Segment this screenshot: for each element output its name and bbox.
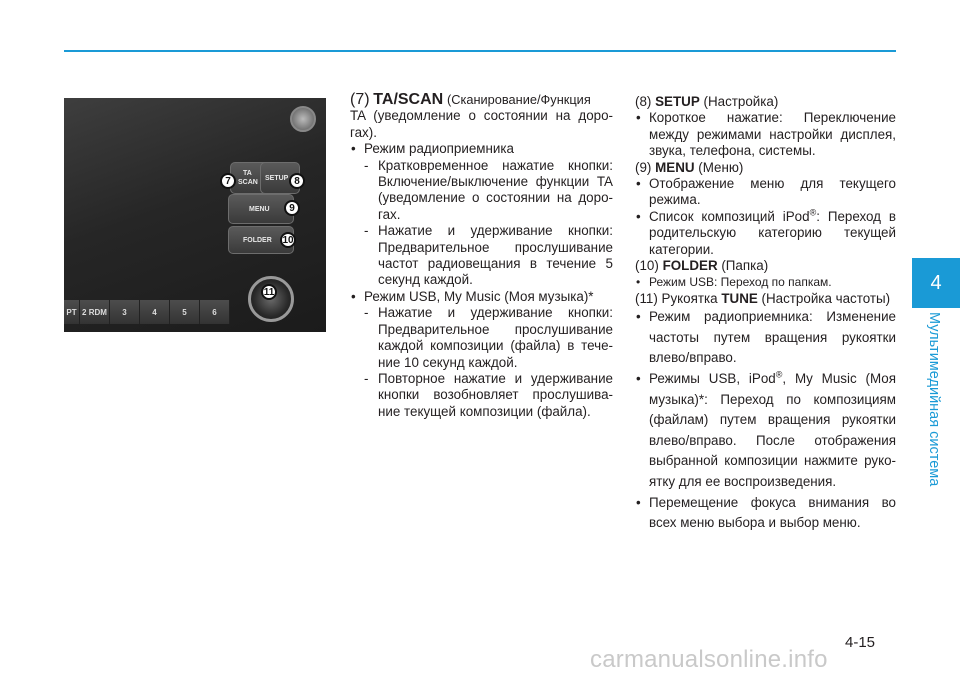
folder-label: FOLDER [243, 237, 272, 244]
menu-item-2 [635, 209, 896, 258]
heading-key: TA/SCAN [373, 91, 444, 108]
radio-panel-photo [64, 98, 326, 332]
registered-mark: ® [775, 369, 783, 380]
folder-num: (10) [635, 258, 659, 274]
usb-hold-item: - Нажатие и удерживание кнопки: Предварительное прослушивание каждой композиции (файла) в тече-ние 10 секунд каждой. [350, 305, 613, 371]
setup-desc: (Настройка) [703, 94, 779, 109]
callout-7: 7 [220, 173, 236, 189]
tune-desc: (Настройка частоты) [761, 290, 891, 306]
preset-button: 4 [140, 300, 170, 324]
heading-continued: TA (уведомление о состоянии на доро-гах). [350, 108, 613, 140]
preset-button: PT [64, 300, 80, 324]
preset-button: 3 [110, 300, 140, 324]
preset-button: 6 [200, 300, 230, 324]
menu-label: MENU [249, 206, 270, 213]
top-knob-icon [290, 106, 316, 132]
heading-setup [635, 94, 896, 110]
watermark: carmanualsonline.info [590, 646, 828, 673]
menu-desc: (Меню) [698, 159, 744, 175]
ta-scan-label-top: TA [243, 170, 252, 177]
setup-label: SETUP [265, 175, 289, 182]
setup-key: SETUP [655, 94, 700, 109]
header-rule [64, 50, 896, 52]
menu-num: (9) [635, 159, 652, 175]
short-press-item: - Кратковременное нажатие кнопки: Включение/выключение функции TA (уведомление о состоянии на доро-гах. [350, 158, 613, 224]
ta-scan-label-bottom: SCAN [238, 179, 258, 186]
callout-9: 9 [284, 200, 300, 216]
menu-key: MENU [655, 159, 695, 175]
usb-mode-item: • Режим USB, My Music (Моя музыка)* [350, 289, 613, 305]
heading-tune [635, 291, 896, 307]
heading-menu [635, 160, 896, 176]
setup-item: • Короткое нажатие: Переключение между режимами настройки дисплея, звука, телефона, системы. [635, 110, 896, 159]
tune-num: (11) Рукоятка [635, 290, 718, 306]
hold-press-item: - Нажатие и удерживание кнопки: Предварительное прослушивание частот радиовещания в течение 5 секунд каждой. [350, 223, 613, 289]
menu-item-2-a: Список композиций iPod [649, 208, 810, 224]
column-left [350, 92, 613, 420]
callout-8: 8 [289, 173, 305, 189]
tune-item-2-b: , My Music (Моя музыка)*: Переход по композициям (файлам) путем вращения рукоятки влево/вправо. После отображения выбранной композиции нажмите руко-ятку для ее воспроизведения. [649, 371, 896, 490]
radio-mode-item: • Режим радиоприемника [350, 141, 613, 157]
usb-repeat-item: - Повторное нажатие и удерживание кнопки возобновляет прослушива-ние текущей композиции (файла). [350, 371, 613, 420]
menu-item-1: • Отображение меню для текущего режима. [635, 176, 896, 209]
folder-key: FOLDER [662, 258, 718, 274]
preset-button: 5 [170, 300, 200, 324]
preset-button: 2 RDM [80, 300, 110, 324]
menu-item-2-b: : Переход в родительскую категорию текущей категории. [649, 208, 896, 257]
heading-desc: (Сканирование/Функция [446, 92, 591, 107]
tune-item-2 [635, 369, 896, 493]
folder-desc: (Папка) [721, 258, 769, 274]
chapter-title-text: Мультимедийная система [926, 312, 942, 487]
column-right [635, 94, 896, 534]
registered-mark: ® [809, 207, 817, 218]
callout-11: 11 [261, 284, 277, 300]
setup-num: (8) [635, 94, 652, 109]
page-number: 4-15 [845, 634, 876, 651]
tune-key: TUNE [721, 290, 758, 306]
tune-item-1: • Режим радиоприемника: Изменение частоты путем вращения рукоятки влево/вправо. [635, 307, 896, 369]
heading-num: (7) [350, 91, 370, 108]
folder-item: • Режим USB: Переход по папкам. [635, 274, 896, 290]
tune-item-2-a: Режимы USB, iPod [649, 371, 776, 387]
callout-10: 10 [280, 232, 296, 248]
chapter-title [922, 312, 942, 492]
tune-item-3: • Перемещение фокуса внимания во всех меню выбора и выбор меню. [635, 493, 896, 534]
heading-ta-scan [350, 92, 613, 108]
chapter-number-tab: 4 [912, 258, 960, 308]
heading-folder [635, 258, 896, 274]
